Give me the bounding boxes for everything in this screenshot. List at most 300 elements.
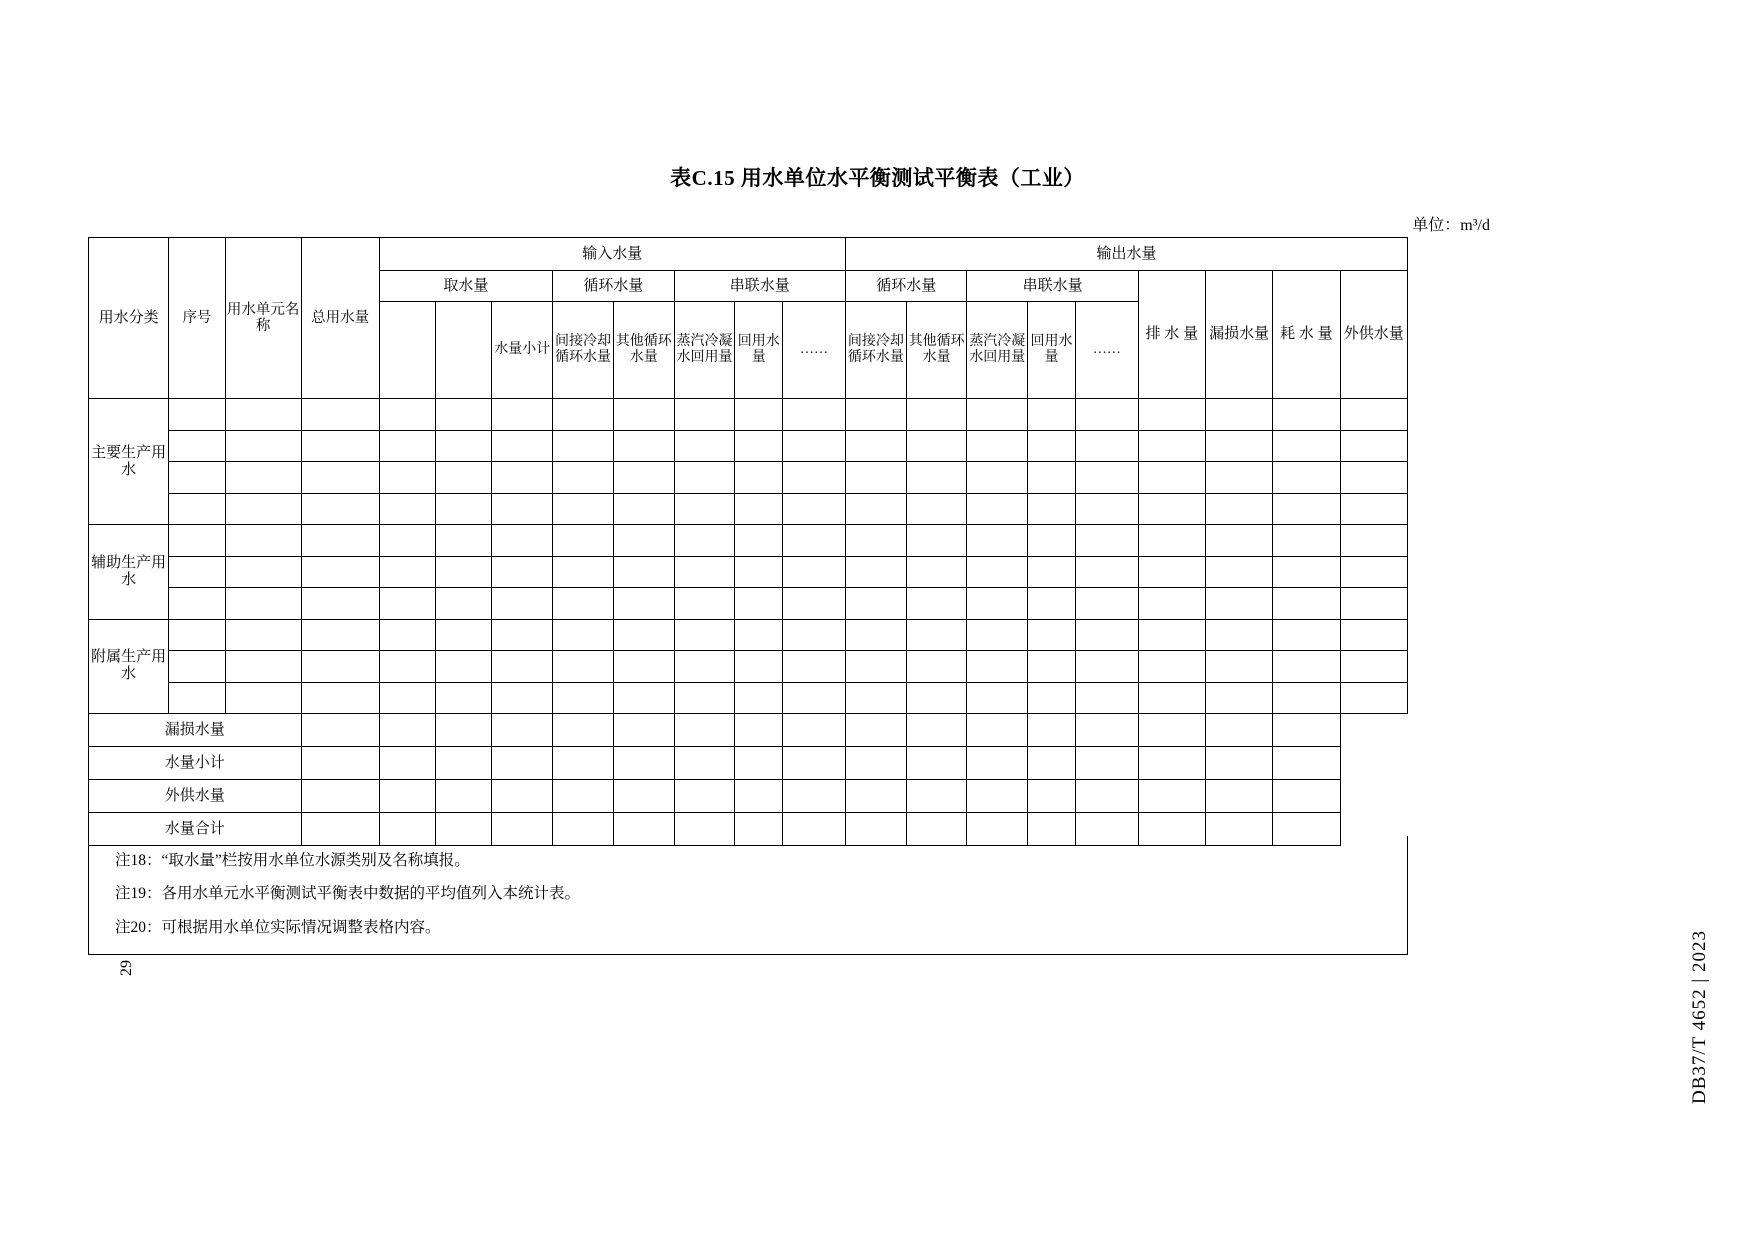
cell[interactable] xyxy=(967,714,1028,747)
cell[interactable] xyxy=(1206,430,1273,462)
cell[interactable] xyxy=(613,780,674,813)
cell[interactable] xyxy=(225,556,301,588)
cell[interactable] xyxy=(492,747,553,780)
cell[interactable] xyxy=(225,525,301,557)
cell[interactable] xyxy=(301,556,379,588)
cell[interactable] xyxy=(674,399,735,431)
cell[interactable] xyxy=(436,430,492,462)
cell[interactable] xyxy=(492,430,553,462)
cell[interactable] xyxy=(613,430,674,462)
cell[interactable] xyxy=(1138,651,1205,683)
cell[interactable] xyxy=(1028,525,1076,557)
cell[interactable] xyxy=(492,780,553,813)
cell[interactable] xyxy=(225,399,301,431)
cell[interactable] xyxy=(301,682,379,714)
cell[interactable] xyxy=(613,747,674,780)
cell[interactable] xyxy=(613,714,674,747)
cell[interactable] xyxy=(553,682,614,714)
cell[interactable] xyxy=(379,588,435,620)
header-steam-condensate-out: 蒸汽冷凝水回用量 xyxy=(967,302,1028,399)
cell[interactable] xyxy=(906,556,967,588)
table-row xyxy=(89,588,1408,620)
cell[interactable] xyxy=(674,462,735,494)
cell[interactable] xyxy=(1075,493,1138,525)
cell[interactable] xyxy=(1206,780,1273,813)
cell[interactable] xyxy=(1138,556,1205,588)
cell[interactable] xyxy=(169,399,225,431)
cell[interactable] xyxy=(1028,747,1076,780)
cell[interactable] xyxy=(845,493,906,525)
cell[interactable] xyxy=(1273,714,1340,747)
category-label: 主要生产用水 xyxy=(89,399,169,525)
cell[interactable] xyxy=(906,588,967,620)
cell[interactable] xyxy=(379,399,435,431)
note-18: 注18：“取水量”栏按用水单位水源类别及名称填报。 xyxy=(115,852,470,869)
cell[interactable] xyxy=(1340,462,1408,494)
cell[interactable] xyxy=(492,493,553,525)
cell[interactable] xyxy=(613,682,674,714)
cell[interactable] xyxy=(1206,399,1273,431)
cell[interactable] xyxy=(553,525,614,557)
cell[interactable] xyxy=(1138,525,1205,557)
cell[interactable] xyxy=(1340,651,1408,683)
notes-block xyxy=(88,836,1408,955)
cell[interactable] xyxy=(436,399,492,431)
cell[interactable] xyxy=(845,780,906,813)
cell[interactable] xyxy=(553,588,614,620)
cell[interactable] xyxy=(783,619,846,651)
cell[interactable] xyxy=(553,556,614,588)
summary-row xyxy=(89,714,1408,747)
cell[interactable] xyxy=(906,619,967,651)
cell[interactable] xyxy=(1340,430,1408,462)
page-title: 表C.15 用水单位水平衡测试平衡表（工业） xyxy=(670,166,1085,190)
cell[interactable] xyxy=(1206,714,1273,747)
cell[interactable] xyxy=(553,780,614,813)
cell[interactable] xyxy=(301,525,379,557)
header-subgroup-circulating-in: 循环水量 xyxy=(553,271,674,302)
cell[interactable] xyxy=(1028,556,1076,588)
header-discharge: 排 水 量 xyxy=(1138,271,1205,399)
cell[interactable] xyxy=(1206,462,1273,494)
cell[interactable] xyxy=(379,462,435,494)
cell[interactable] xyxy=(436,714,492,747)
cell[interactable] xyxy=(967,399,1028,431)
cell[interactable] xyxy=(906,430,967,462)
cell[interactable] xyxy=(1273,556,1340,588)
cell[interactable] xyxy=(906,780,967,813)
cell[interactable] xyxy=(735,556,783,588)
cell[interactable] xyxy=(301,714,379,747)
cell[interactable] xyxy=(1075,747,1138,780)
cell[interactable] xyxy=(1028,780,1076,813)
header-ellipsis-in: …… xyxy=(783,302,846,399)
cell[interactable] xyxy=(906,682,967,714)
cell[interactable] xyxy=(967,462,1028,494)
header-category: 用水分类 xyxy=(89,238,169,399)
cell[interactable] xyxy=(379,651,435,683)
cell[interactable] xyxy=(1138,714,1205,747)
cell[interactable] xyxy=(1206,619,1273,651)
cell[interactable] xyxy=(1206,747,1273,780)
cell[interactable] xyxy=(169,493,225,525)
cell[interactable] xyxy=(783,525,846,557)
cell[interactable] xyxy=(1340,399,1408,431)
cell[interactable] xyxy=(436,462,492,494)
cell[interactable] xyxy=(1028,399,1076,431)
cell[interactable] xyxy=(1138,619,1205,651)
cell[interactable] xyxy=(1273,682,1340,714)
cell[interactable] xyxy=(783,588,846,620)
cell[interactable] xyxy=(613,399,674,431)
cell[interactable] xyxy=(301,462,379,494)
cell[interactable] xyxy=(845,747,906,780)
cell[interactable] xyxy=(1028,619,1076,651)
cell[interactable] xyxy=(783,714,846,747)
cell[interactable] xyxy=(735,651,783,683)
cell[interactable] xyxy=(906,399,967,431)
header-other-circulating-out: 其他循环水量 xyxy=(906,302,967,399)
cell[interactable] xyxy=(735,493,783,525)
header-intake-blank-2 xyxy=(436,302,492,399)
page-number: 29 xyxy=(118,960,135,976)
cell[interactable] xyxy=(845,525,906,557)
cell[interactable] xyxy=(613,651,674,683)
cell[interactable] xyxy=(1340,525,1408,557)
cell[interactable] xyxy=(1028,462,1076,494)
cell[interactable] xyxy=(967,493,1028,525)
cell[interactable] xyxy=(1028,682,1076,714)
cell[interactable] xyxy=(906,462,967,494)
cell[interactable] xyxy=(379,780,435,813)
cell[interactable] xyxy=(1028,588,1076,620)
cell[interactable] xyxy=(783,682,846,714)
cell[interactable] xyxy=(1138,588,1205,620)
cell[interactable] xyxy=(1028,651,1076,683)
cell[interactable] xyxy=(845,430,906,462)
cell[interactable] xyxy=(735,747,783,780)
cell[interactable] xyxy=(613,462,674,494)
cell[interactable] xyxy=(492,682,553,714)
cell[interactable] xyxy=(225,651,301,683)
cell[interactable] xyxy=(492,556,553,588)
cell[interactable] xyxy=(301,780,379,813)
cell[interactable] xyxy=(1340,556,1408,588)
header-subgroup-circulating-out: 循环水量 xyxy=(845,271,966,302)
cell[interactable] xyxy=(492,651,553,683)
cell[interactable] xyxy=(553,747,614,780)
cell[interactable] xyxy=(379,525,435,557)
cell[interactable] xyxy=(845,399,906,431)
cell[interactable] xyxy=(674,747,735,780)
cell[interactable] xyxy=(492,714,553,747)
cell[interactable] xyxy=(674,780,735,813)
cell[interactable] xyxy=(613,619,674,651)
cell[interactable] xyxy=(613,493,674,525)
table-row xyxy=(89,619,1408,651)
cell[interactable] xyxy=(1028,714,1076,747)
cell[interactable] xyxy=(1206,493,1273,525)
cell[interactable] xyxy=(169,525,225,557)
cell[interactable] xyxy=(613,525,674,557)
cell[interactable] xyxy=(1075,619,1138,651)
cell[interactable] xyxy=(492,399,553,431)
cell[interactable] xyxy=(1138,462,1205,494)
cell[interactable] xyxy=(492,619,553,651)
balance-table-container xyxy=(88,237,1408,846)
cell[interactable] xyxy=(735,780,783,813)
cell[interactable] xyxy=(783,462,846,494)
table-row xyxy=(89,525,1408,557)
cell[interactable] xyxy=(492,525,553,557)
cell[interactable] xyxy=(735,525,783,557)
cell[interactable] xyxy=(553,619,614,651)
cell[interactable] xyxy=(1138,399,1205,431)
cell[interactable] xyxy=(553,493,614,525)
cell[interactable] xyxy=(1273,651,1340,683)
cell[interactable] xyxy=(225,682,301,714)
table-header-row-groups xyxy=(89,238,1408,271)
cell[interactable] xyxy=(436,747,492,780)
note-20: 注20：可根据用水单位实际情况调整表格内容。 xyxy=(115,918,441,936)
cell[interactable] xyxy=(169,556,225,588)
header-indirect-cooling-in: 间接冷却循环水量 xyxy=(553,302,614,399)
cell[interactable] xyxy=(674,682,735,714)
cell[interactable] xyxy=(436,682,492,714)
cell[interactable] xyxy=(301,588,379,620)
cell[interactable] xyxy=(1206,682,1273,714)
cell[interactable] xyxy=(906,714,967,747)
cell[interactable] xyxy=(379,493,435,525)
cell[interactable] xyxy=(225,462,301,494)
cell[interactable] xyxy=(674,525,735,557)
cell[interactable] xyxy=(674,588,735,620)
cell[interactable] xyxy=(783,780,846,813)
cell[interactable] xyxy=(783,399,846,431)
cell[interactable] xyxy=(1340,588,1408,620)
cell[interactable] xyxy=(436,525,492,557)
cell[interactable] xyxy=(967,651,1028,683)
cell[interactable] xyxy=(1075,651,1138,683)
summary-label-external-supply: 外供水量 xyxy=(89,780,302,813)
cell[interactable] xyxy=(1273,525,1340,557)
cell[interactable] xyxy=(1138,682,1205,714)
header-group-input: 输入水量 xyxy=(379,238,845,271)
cell[interactable] xyxy=(379,747,435,780)
cell[interactable] xyxy=(1075,430,1138,462)
cell[interactable] xyxy=(379,430,435,462)
cell[interactable] xyxy=(1075,525,1138,557)
cell[interactable] xyxy=(1138,747,1205,780)
summary-row xyxy=(89,747,1408,780)
cell[interactable] xyxy=(906,747,967,780)
cell[interactable] xyxy=(613,588,674,620)
cell[interactable] xyxy=(967,747,1028,780)
cell[interactable] xyxy=(169,588,225,620)
cell[interactable] xyxy=(553,714,614,747)
cell[interactable] xyxy=(783,651,846,683)
cell[interactable] xyxy=(906,525,967,557)
table-row xyxy=(89,682,1408,714)
cell[interactable] xyxy=(1273,619,1340,651)
cell[interactable] xyxy=(845,462,906,494)
cell[interactable] xyxy=(225,588,301,620)
table-row xyxy=(89,651,1408,683)
cell[interactable] xyxy=(169,682,225,714)
cell[interactable] xyxy=(967,780,1028,813)
summary-row xyxy=(89,780,1408,813)
cell[interactable] xyxy=(783,430,846,462)
cell[interactable] xyxy=(1340,619,1408,651)
cell[interactable] xyxy=(1206,525,1273,557)
cell[interactable] xyxy=(1075,682,1138,714)
table-row xyxy=(89,493,1408,525)
cell[interactable] xyxy=(436,493,492,525)
cell[interactable] xyxy=(967,525,1028,557)
header-group-output: 输出水量 xyxy=(845,238,1407,271)
cell[interactable] xyxy=(436,588,492,620)
cell[interactable] xyxy=(1075,556,1138,588)
cell[interactable] xyxy=(301,651,379,683)
cell[interactable] xyxy=(845,588,906,620)
cell[interactable] xyxy=(225,619,301,651)
cell[interactable] xyxy=(674,714,735,747)
header-external-supply: 外供水量 xyxy=(1340,271,1408,399)
cell[interactable] xyxy=(735,619,783,651)
cell[interactable] xyxy=(553,399,614,431)
cell[interactable] xyxy=(436,556,492,588)
cell[interactable] xyxy=(436,780,492,813)
cell[interactable] xyxy=(1273,462,1340,494)
cell[interactable] xyxy=(1028,493,1076,525)
cell[interactable] xyxy=(1075,588,1138,620)
cell[interactable] xyxy=(1075,714,1138,747)
header-total-use: 总用水量 xyxy=(301,238,379,399)
cell[interactable] xyxy=(674,556,735,588)
cell[interactable] xyxy=(967,682,1028,714)
cell[interactable] xyxy=(169,462,225,494)
cell[interactable] xyxy=(553,651,614,683)
cell[interactable] xyxy=(225,493,301,525)
cell[interactable] xyxy=(1075,399,1138,431)
cell[interactable] xyxy=(436,619,492,651)
cell[interactable] xyxy=(1273,588,1340,620)
cell[interactable] xyxy=(845,714,906,747)
cell[interactable] xyxy=(1028,430,1076,462)
cell[interactable] xyxy=(1138,430,1205,462)
cell[interactable] xyxy=(967,430,1028,462)
standard-code: DB37/T 4652 | 2023 xyxy=(1689,930,1710,1104)
cell[interactable] xyxy=(674,493,735,525)
cell[interactable] xyxy=(553,462,614,494)
cell[interactable] xyxy=(845,619,906,651)
table-row xyxy=(89,462,1408,494)
cell[interactable] xyxy=(301,430,379,462)
cell[interactable] xyxy=(1138,780,1205,813)
cell[interactable] xyxy=(1273,493,1340,525)
cell[interactable] xyxy=(379,619,435,651)
table-row xyxy=(89,399,1408,431)
cell[interactable] xyxy=(967,619,1028,651)
cell[interactable] xyxy=(1075,780,1138,813)
cell[interactable] xyxy=(301,399,379,431)
cell[interactable] xyxy=(783,556,846,588)
cell[interactable] xyxy=(1340,682,1408,714)
cell[interactable] xyxy=(735,682,783,714)
cell[interactable] xyxy=(906,493,967,525)
header-serial: 序号 xyxy=(169,238,225,399)
header-subgroup-series-out: 串联水量 xyxy=(967,271,1138,302)
cell[interactable] xyxy=(169,430,225,462)
cell[interactable] xyxy=(783,747,846,780)
cell[interactable] xyxy=(169,619,225,651)
balance-table xyxy=(88,237,1408,846)
cell[interactable] xyxy=(225,430,301,462)
cell[interactable] xyxy=(436,651,492,683)
cell[interactable] xyxy=(674,619,735,651)
cell[interactable] xyxy=(379,682,435,714)
cell[interactable] xyxy=(1206,556,1273,588)
cell[interactable] xyxy=(301,619,379,651)
cell[interactable] xyxy=(735,462,783,494)
cell[interactable] xyxy=(735,399,783,431)
cell[interactable] xyxy=(845,682,906,714)
cell[interactable] xyxy=(906,651,967,683)
cell[interactable] xyxy=(735,714,783,747)
header-ellipsis-out: …… xyxy=(1075,302,1138,399)
cell[interactable] xyxy=(553,430,614,462)
cell[interactable] xyxy=(613,556,674,588)
cell[interactable] xyxy=(1075,462,1138,494)
cell[interactable] xyxy=(783,493,846,525)
cell[interactable] xyxy=(1273,430,1340,462)
table-row xyxy=(89,430,1408,462)
cell[interactable] xyxy=(492,462,553,494)
header-intake-blank-1 xyxy=(379,302,435,399)
header-steam-condensate-in: 蒸汽冷凝水回用量 xyxy=(674,302,735,399)
summary-label-leakage: 漏损水量 xyxy=(89,714,302,747)
cell[interactable] xyxy=(1138,493,1205,525)
cell[interactable] xyxy=(379,714,435,747)
cell[interactable] xyxy=(1273,747,1340,780)
summary-label-total: 水量合计 xyxy=(89,813,302,846)
cell[interactable] xyxy=(674,430,735,462)
note-19: 注19：各用水单元水平衡测试平衡表中数据的平均值列入本统计表。 xyxy=(115,885,581,903)
header-indirect-cooling-out: 间接冷却循环水量 xyxy=(845,302,906,399)
cell[interactable] xyxy=(1206,588,1273,620)
cell[interactable] xyxy=(967,556,1028,588)
cell[interactable] xyxy=(1206,651,1273,683)
cell[interactable] xyxy=(1340,493,1408,525)
unit-note: 单位：m³/d xyxy=(1412,217,1490,234)
cell[interactable] xyxy=(1273,399,1340,431)
cell[interactable] xyxy=(735,588,783,620)
cell[interactable] xyxy=(674,651,735,683)
cell[interactable] xyxy=(735,430,783,462)
cell[interactable] xyxy=(492,588,553,620)
cell[interactable] xyxy=(301,747,379,780)
category-label: 附属生产用水 xyxy=(89,619,169,714)
cell[interactable] xyxy=(845,651,906,683)
cell[interactable] xyxy=(1273,780,1340,813)
cell[interactable] xyxy=(169,651,225,683)
cell[interactable] xyxy=(967,588,1028,620)
summary-label-subtotal: 水量小计 xyxy=(89,747,302,780)
cell[interactable] xyxy=(379,556,435,588)
cell[interactable] xyxy=(845,556,906,588)
header-consumption: 耗 水 量 xyxy=(1273,271,1340,399)
cell[interactable] xyxy=(301,493,379,525)
